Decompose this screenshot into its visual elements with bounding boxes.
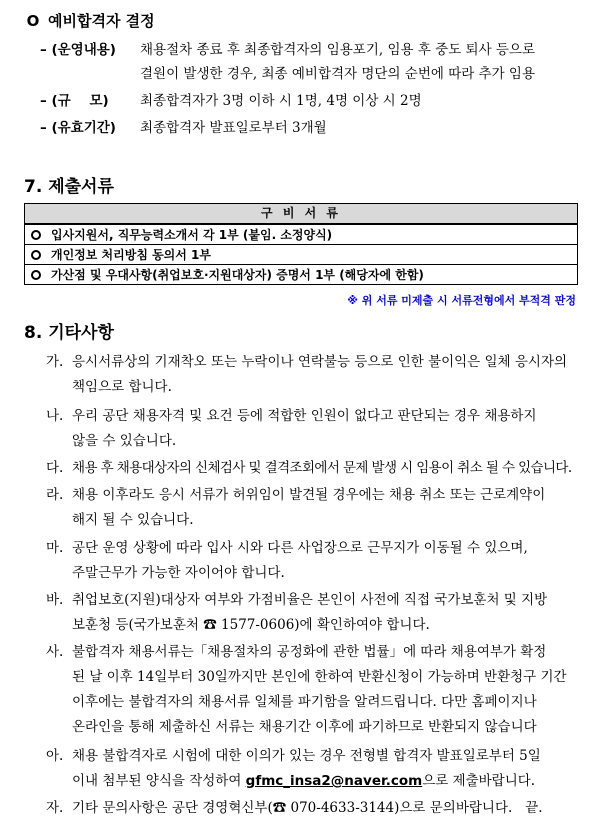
reserve-row-operation-cont: 결원이 발생한 경우, 최종 예비합격자 명단의 순번에 따라 추가 임용 bbox=[140, 66, 536, 82]
circle-bullet-icon bbox=[31, 270, 41, 280]
reserve-row-validity bbox=[40, 116, 327, 140]
reserve-heading: O 예비합격자 결정 bbox=[26, 12, 155, 30]
documents-table-header: 구 비 서 류 bbox=[25, 204, 577, 225]
list-item-ma: 마. 공단 운영 상황에 따라 입사 시와 다른 사업장으로 근무지가 이동될 수 있으며, 주말근무가 가능한 자이어야 합니다. bbox=[46, 536, 586, 586]
row-text: 채용절차 종료 후 최종합격자의 임용포기, 임용 후 중도 퇴사 등으로 bbox=[140, 42, 536, 58]
documents-table bbox=[24, 203, 578, 285]
item-marker: 나. bbox=[46, 408, 64, 424]
list-item-sa: 사. 불합격자 채용서류는「채용절차의 공정화에 관한 법률」에 따라 채용여부가 확정 된 날 이후 14일부터 30일까지만 본인에 한하여 반환신청이 가능하며 반환청구 기간 이후에는 불합격자의 채용서류 일체를 파기함을 알려드립니다. 다만 홈페이지나 온라인을 통해 제출하신 서류는 채용기간 이후에 파기하므로 반환되지 않습니다 bbox=[46, 640, 586, 740]
row-tag: – (규 모) bbox=[40, 93, 109, 109]
list-item-ga: 가. 응시서류상의 기재착오 또는 누락이나 연락불능 등으로 인한 불이익은 일체 응시자의 책임으로 합니다. bbox=[46, 350, 586, 400]
row-tag: – (운영내용) bbox=[40, 42, 116, 58]
item-marker: 가. bbox=[46, 354, 64, 370]
documents-table-row: 가산점 및 우대사항(취업보호·지원대상자) 증명서 1부 (해당자에 한함) bbox=[25, 265, 577, 284]
list-item-da: 다. 채용 후 채용대상자의 신체검사 및 결격조회에서 문제 발생 시 임용이 취소 될 수 있습니다. bbox=[46, 456, 586, 481]
row-text: 최종합격자 발표일로부터 3개월 bbox=[140, 120, 327, 136]
reserve-row-operation bbox=[40, 38, 535, 62]
list-item-a: 아. 채용 불합격자로 시험에 대한 이의가 있는 경우 전형별 합격자 발표일로부터 5일 이내 첨부된 양식을 작성하여 gfmc_insa2@naver.com으로 제출바랍니다. bbox=[46, 744, 586, 794]
item-marker: 아. bbox=[46, 748, 64, 764]
email-link[interactable]: gfmc_insa2@naver.com bbox=[245, 773, 423, 789]
item-marker: 라. bbox=[46, 487, 64, 503]
documents-table-row: 입사지원서, 직무능력소개서 각 1부 (붙임. 소정양식) bbox=[25, 225, 577, 245]
section-8-title: 8. 기타사항 bbox=[24, 323, 114, 343]
circle-bullet-icon bbox=[31, 230, 41, 240]
section-7-title: 7. 제출서류 bbox=[24, 177, 114, 197]
row-text: 최종합격자가 3명 이하 시 1명, 4명 이상 시 2명 bbox=[140, 93, 422, 109]
row-tag: – (유효기간) bbox=[40, 120, 116, 136]
item-marker: 다. bbox=[46, 460, 64, 476]
documents-note: ※ 위 서류 미제출 시 서류전형에서 부적격 판정 bbox=[347, 294, 576, 307]
list-item-ja: 자. 기타 문의사항은 공단 경영혁신부(☎ 070-4633-3144)으로 문의바랍니다. 끝. bbox=[46, 796, 586, 821]
circle-bullet-icon bbox=[31, 250, 41, 260]
item-marker: 바. bbox=[46, 592, 64, 608]
list-item-ra: 라. 채용 이후라도 응시 서류가 허위임이 발견될 경우에는 채용 취소 또는 근로계약이 해지 될 수 있습니다. bbox=[46, 483, 586, 533]
reserve-row-scale bbox=[40, 89, 422, 113]
item-marker: 사. bbox=[46, 644, 64, 660]
item-marker: 마. bbox=[46, 540, 64, 556]
list-item-ba: 바. 취업보호(지원)대상자 여부와 가점비율은 본인이 사전에 직접 국가보훈처 및 지방 보훈청 등(국가보훈처 ☎ 1577-0606)에 확인하여야 합니다. bbox=[46, 588, 586, 638]
circle-bullet-icon: O bbox=[26, 12, 40, 30]
list-item-na: 나. 우리 공단 채용자격 및 요건 등에 적합한 인원이 없다고 판단되는 경우 채용하지 않을 수 있습니다. bbox=[46, 404, 586, 454]
item-marker: 자. bbox=[46, 800, 64, 816]
documents-table-row: 개인정보 처리방침 동의서 1부 bbox=[25, 245, 577, 265]
